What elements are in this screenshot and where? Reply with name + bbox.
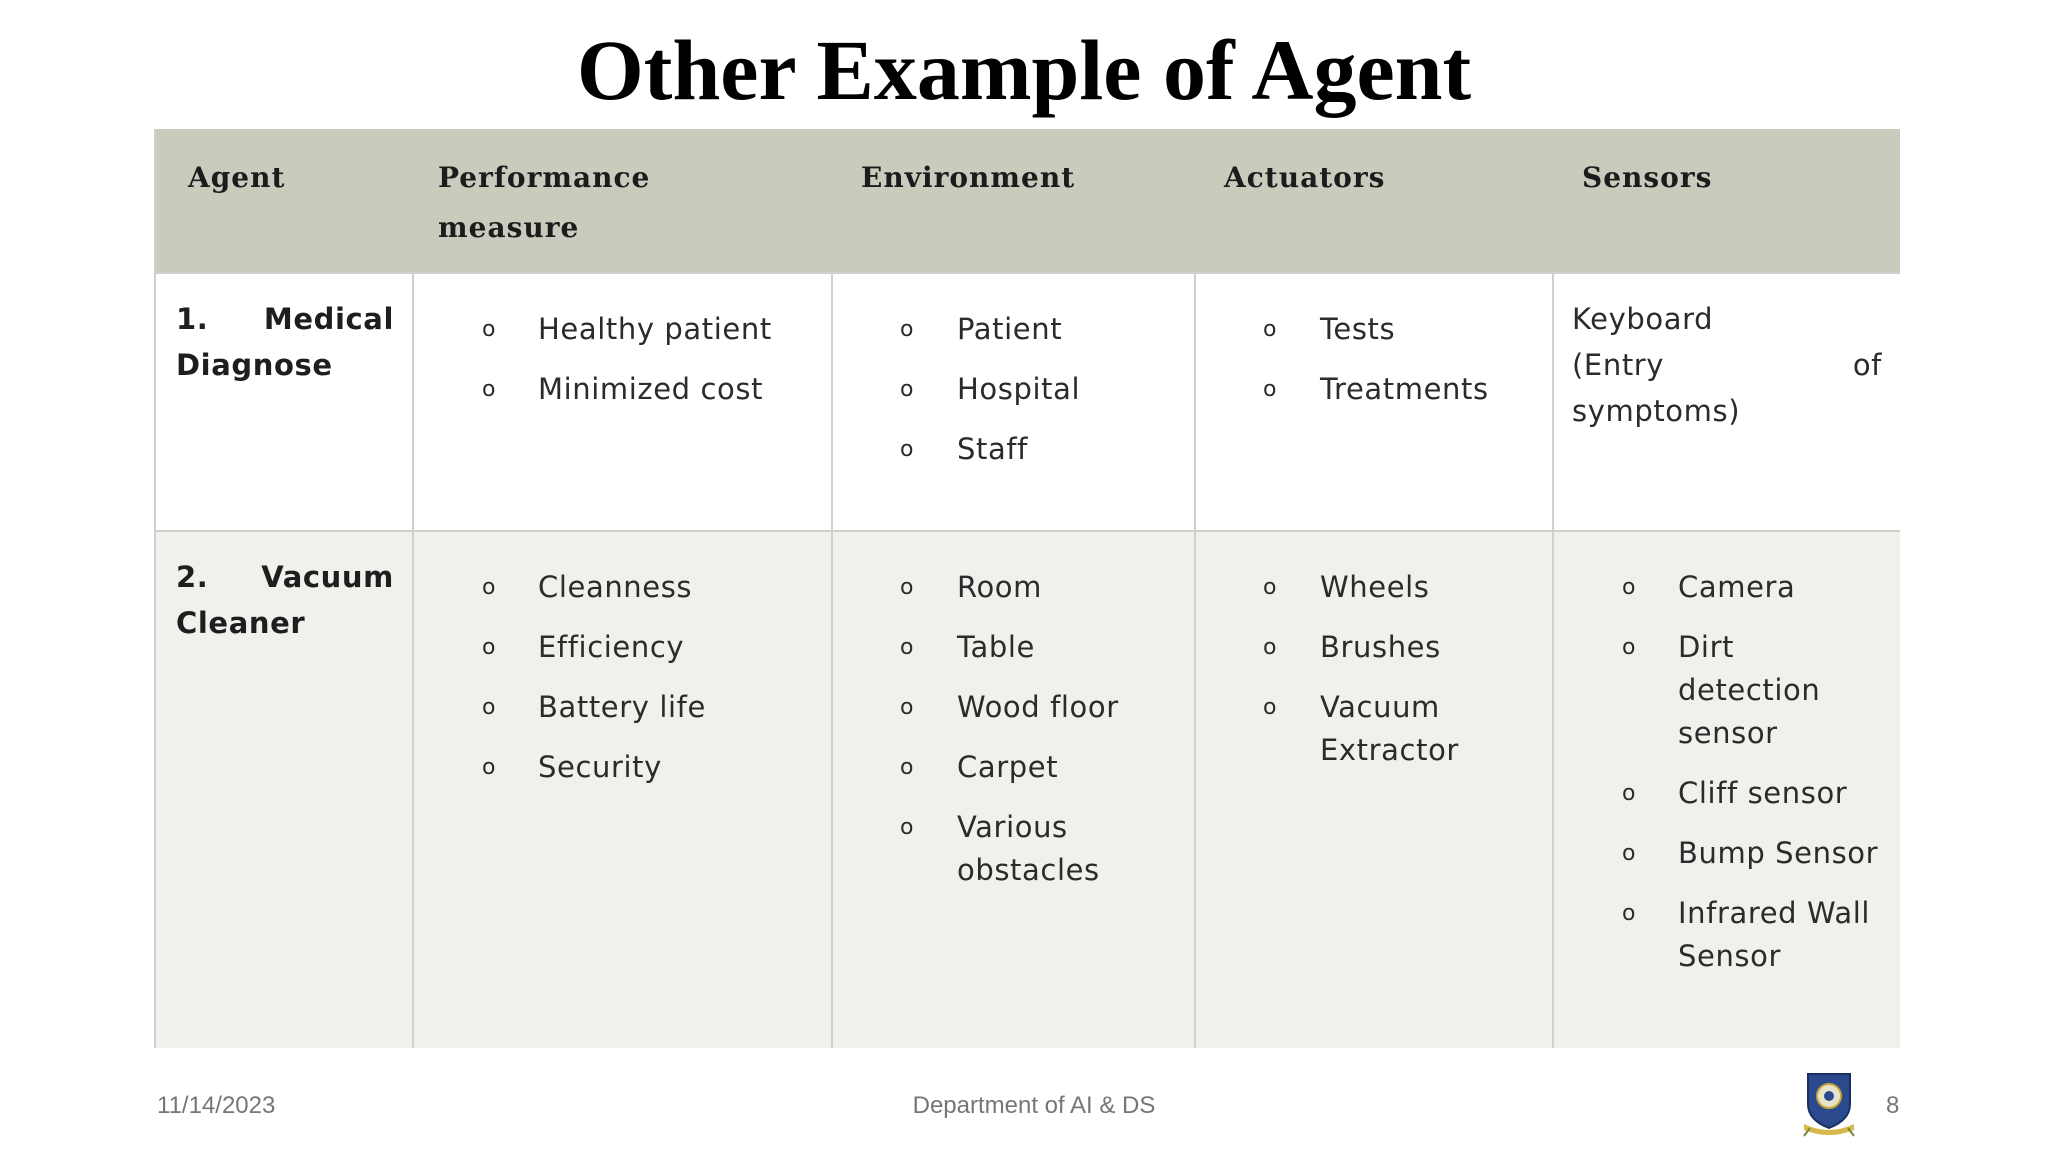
bullet-icon: o <box>900 377 915 402</box>
row2-actuators-cell <box>1194 530 1552 1048</box>
list-item <box>414 566 817 609</box>
list-item <box>1196 686 1538 772</box>
list-item-text: Carpet <box>957 750 1059 784</box>
list-item-text: Hospital <box>957 372 1081 406</box>
list-item-text: Minimized cost <box>538 372 764 406</box>
header-actuators: Actuators <box>1194 129 1552 272</box>
row1-performance-cell <box>412 272 831 530</box>
list-item-text: Battery life <box>538 690 706 724</box>
bullet-icon: o <box>482 695 497 720</box>
list-item <box>833 746 1180 789</box>
header-performance-line2: measure <box>438 211 580 244</box>
list-item <box>1554 832 1886 875</box>
bullet-icon: o <box>1622 841 1637 866</box>
bullet-icon: o <box>900 755 915 780</box>
list-item <box>833 368 1180 411</box>
footer-date: 11/14/2023 <box>157 1092 276 1119</box>
bullet-list <box>833 532 1194 892</box>
row1-sensors-cell <box>1552 272 1900 530</box>
list-item <box>1196 626 1538 669</box>
row2-agent-number: 2. <box>176 560 209 594</box>
agent-table <box>154 129 1898 1048</box>
bullet-icon: o <box>482 317 497 342</box>
college-crest-icon <box>1800 1068 1858 1138</box>
bullet-icon: o <box>900 695 915 720</box>
row1-sensors-line3: symptoms) <box>1572 394 1741 428</box>
row1-sensors-line2-right: of <box>1852 348 1882 382</box>
bullet-list <box>1196 274 1552 411</box>
bullet-icon: o <box>1263 317 1278 342</box>
row1-agent-word2: Diagnose <box>176 348 333 382</box>
slide-title: Other Example of Agent <box>576 22 1472 118</box>
list-item-text: Bump Sensor <box>1678 836 1879 870</box>
footer-department: Department of AI & DS <box>912 1092 1156 1119</box>
header-performance-line1: Performance <box>438 161 651 194</box>
row1-agent-cell <box>156 272 412 530</box>
row1-actuators-cell <box>1194 272 1552 530</box>
list-item <box>833 308 1180 351</box>
row1-agent-line1 <box>176 296 394 342</box>
bullet-icon: o <box>900 437 915 462</box>
list-item <box>833 428 1180 471</box>
list-item-text: Treatments <box>1320 372 1489 406</box>
row2-agent-line1 <box>176 554 394 600</box>
row1-agent-number: 1. <box>176 302 209 336</box>
list-item <box>1196 566 1538 609</box>
row2-agent-word1: Vacuum <box>261 560 394 594</box>
list-item <box>833 686 1180 729</box>
list-item <box>1554 772 1886 815</box>
row2-environment-cell <box>831 530 1194 1048</box>
bullet-icon: o <box>1622 901 1637 926</box>
list-item-text: Infrared Wall Sensor <box>1678 896 1871 973</box>
bullet-icon: o <box>1263 695 1278 720</box>
list-item-text: Staff <box>957 432 1028 466</box>
row1-sensors-line2-left: (Entry <box>1572 348 1665 382</box>
row1-agent-word1: Medical <box>263 302 394 336</box>
list-item-text: Wood floor <box>957 690 1119 724</box>
row1-sensors-line2 <box>1572 342 1882 388</box>
bullet-icon: o <box>900 575 915 600</box>
bullet-icon: o <box>482 755 497 780</box>
bullet-icon: o <box>1263 575 1278 600</box>
header-environment: Environment <box>831 129 1194 272</box>
list-item <box>414 308 817 351</box>
row1-sensors-line1: Keyboard <box>1572 302 1714 336</box>
header-sensors: Sensors <box>1552 129 1900 272</box>
list-item <box>833 806 1180 892</box>
bullet-list <box>414 532 831 789</box>
bullet-list <box>414 274 831 411</box>
bullet-icon: o <box>1263 377 1278 402</box>
header-agent: Agent <box>156 129 412 272</box>
list-item-text: Table <box>957 630 1035 664</box>
list-item <box>1196 308 1538 351</box>
row2-agent-word2: Cleaner <box>176 606 306 640</box>
bullet-icon: o <box>900 317 915 342</box>
list-item-text: Brushes <box>1320 630 1441 664</box>
list-item-text: Camera <box>1678 570 1796 604</box>
bullet-list <box>1554 532 1900 978</box>
header-performance <box>412 129 831 272</box>
list-item-text: Wheels <box>1320 570 1430 604</box>
list-item-text: Security <box>538 750 662 784</box>
list-item-text: Healthy patient <box>538 312 772 346</box>
list-item <box>833 566 1180 609</box>
list-item <box>414 686 817 729</box>
list-item-text: Room <box>957 570 1042 604</box>
row1-environment-cell <box>831 272 1194 530</box>
list-item-text: Dirt detection sensor <box>1678 630 1821 750</box>
list-item <box>1554 566 1886 609</box>
list-item <box>414 626 817 669</box>
list-item <box>414 368 817 411</box>
bullet-icon: o <box>1622 781 1637 806</box>
row2-performance-cell <box>412 530 831 1048</box>
list-item-text: Cleanness <box>538 570 693 604</box>
bullet-icon: o <box>900 815 915 840</box>
list-item-text: Efficiency <box>538 630 685 664</box>
list-item <box>1196 368 1538 411</box>
bullet-icon: o <box>1622 575 1637 600</box>
bullet-icon: o <box>482 377 497 402</box>
bullet-icon: o <box>900 635 915 660</box>
list-item <box>1554 892 1886 978</box>
list-item <box>414 746 817 789</box>
bullet-icon: o <box>482 635 497 660</box>
list-item-text: Patient <box>957 312 1063 346</box>
row2-sensors-cell <box>1552 530 1900 1048</box>
bullet-icon: o <box>1263 635 1278 660</box>
list-item-text: Tests <box>1320 312 1396 346</box>
list-item <box>833 626 1180 669</box>
list-item-text: Vacuum Extractor <box>1320 690 1459 767</box>
list-item-text: Various obstacles <box>957 810 1100 887</box>
list-item-text: Cliff sensor <box>1678 776 1848 810</box>
bullet-list <box>833 274 1194 471</box>
row2-agent-cell <box>156 530 412 1048</box>
bullet-icon: o <box>1622 635 1637 660</box>
bullet-list <box>1196 532 1552 772</box>
list-item <box>1554 626 1886 755</box>
bullet-icon: o <box>482 575 497 600</box>
page-number: 8 <box>1886 1092 1900 1119</box>
